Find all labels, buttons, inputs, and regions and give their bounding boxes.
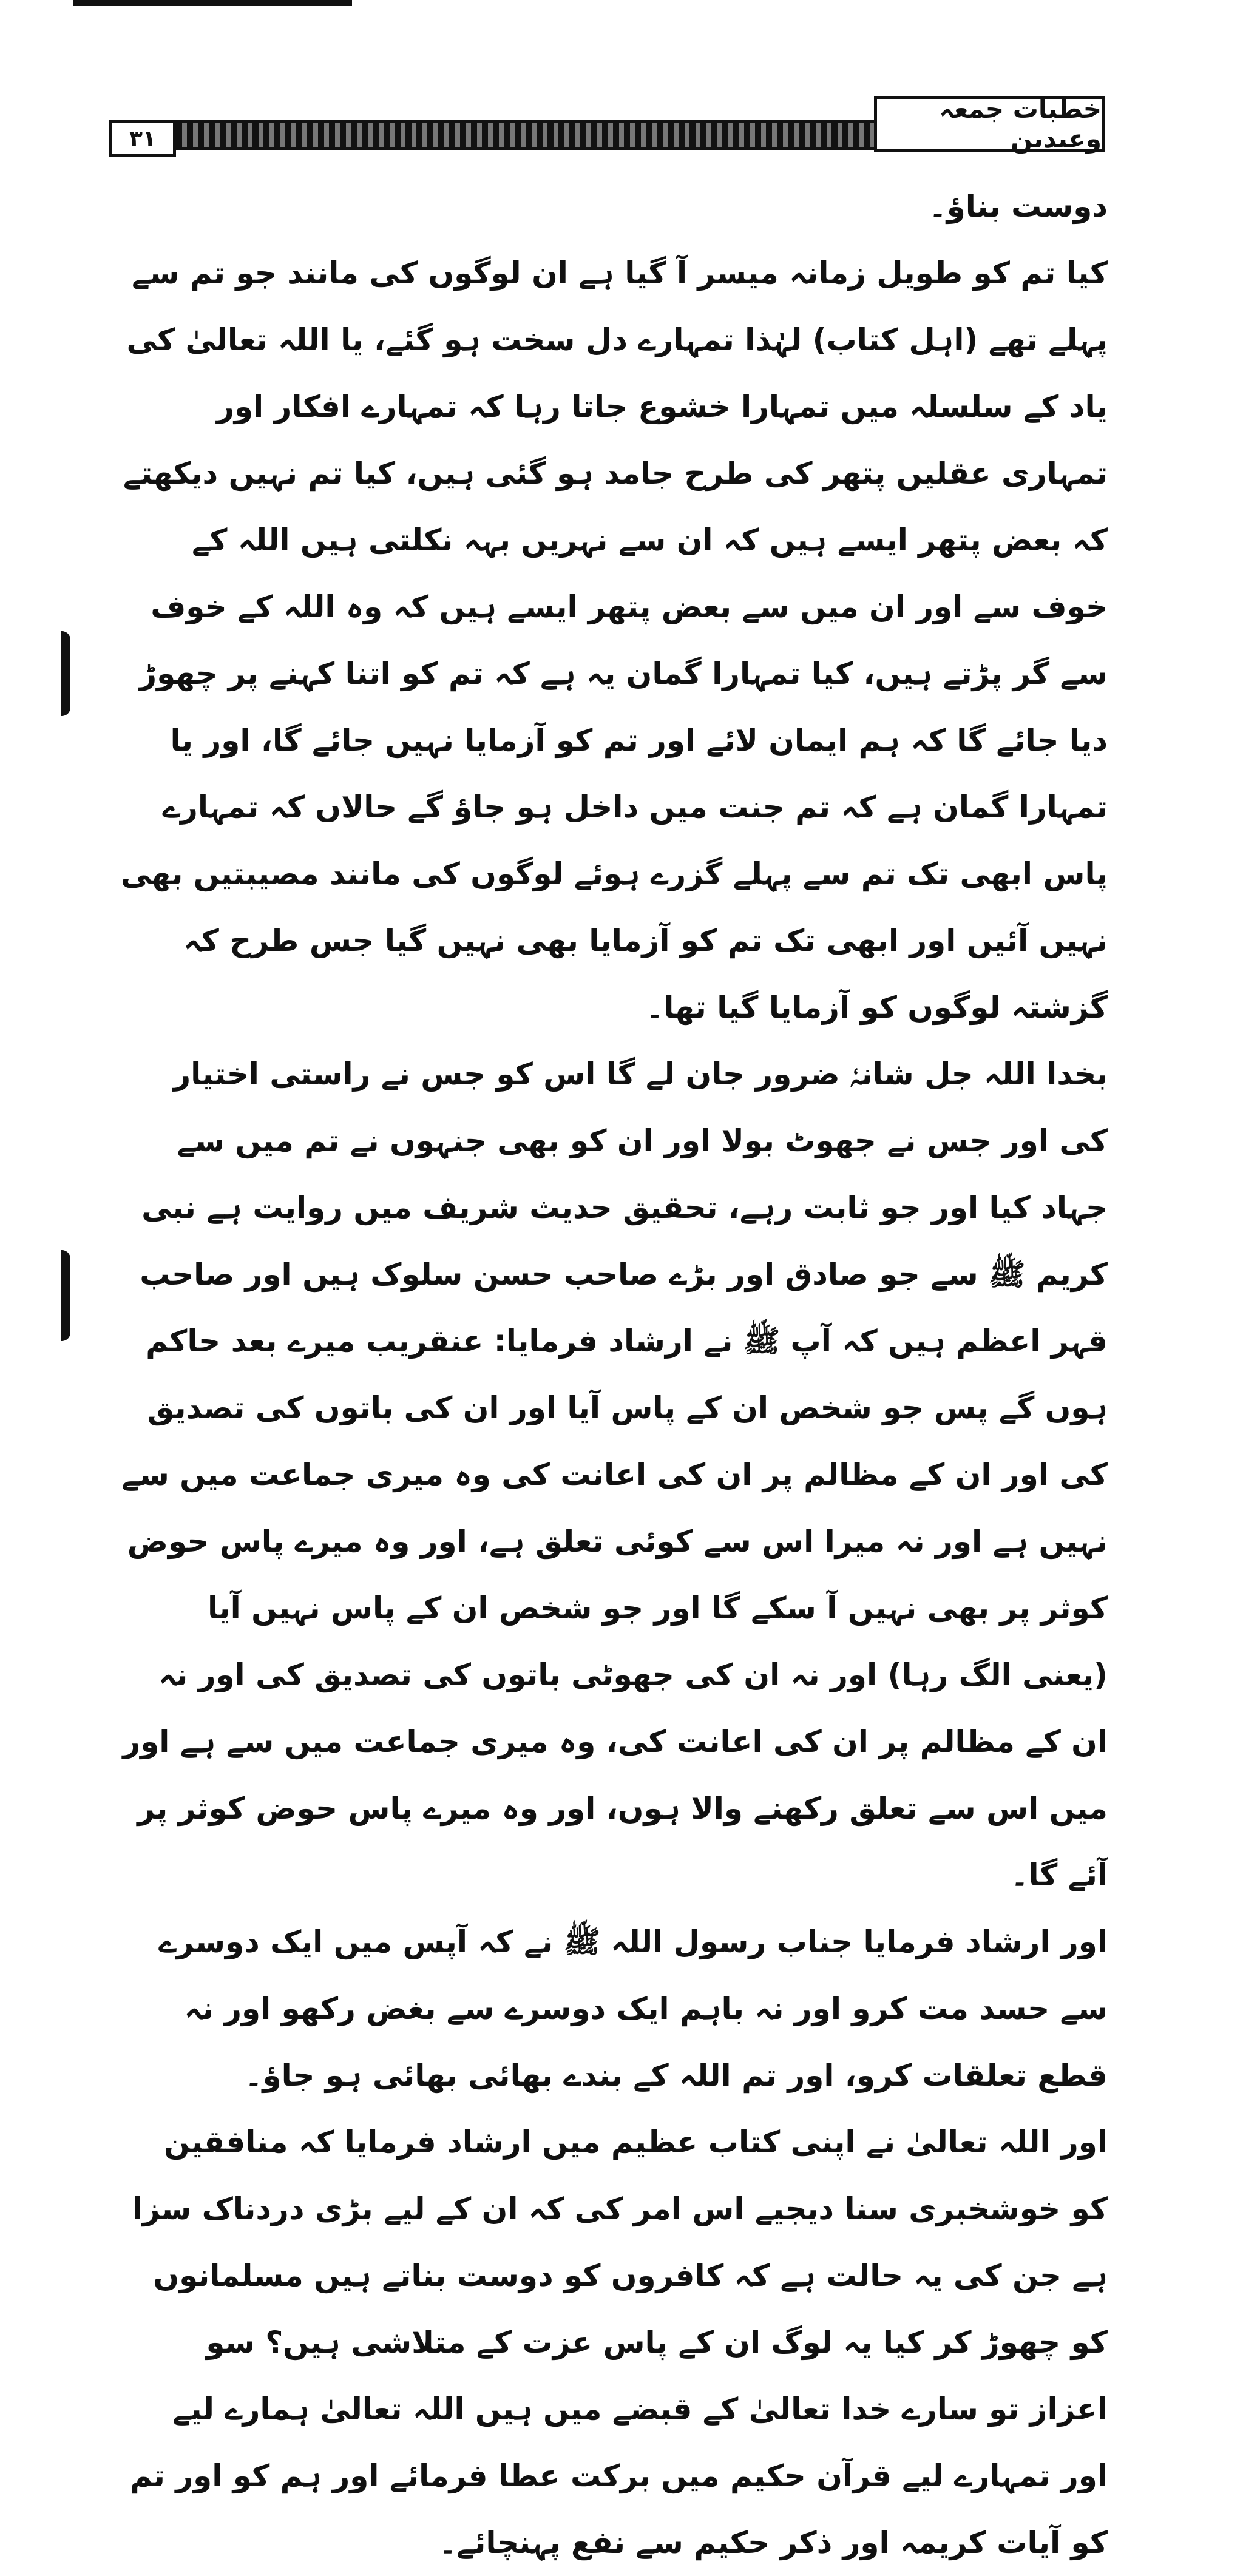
paragraph: کیا تم کو طویل زمانہ میسر آ گیا ہے ان لوگوں کی مانند جو تم سے پہلے تھے (اہل کتاب) لہٰذا تمہارے دل سخت ہو گئے، یا اللہ تعالیٰ کی یاد کے سلسلہ میں تمہارا خشوع جاتا رہا کہ تمہارے افکار اور تمہاری عقلیں پتھر کی طرح جامد ہو گئی ہیں، کیا تم نہیں دیکھتے کہ بعض پتھر ایسے ہیں کہ ان سے نہریں بہہ نکلتی ہیں اللہ کے خوف سے اور ان میں سے بعض پتھر ایسے ہیں کہ وہ اللہ کے خوف سے گر پڑتے ہیں، کیا تمہارا گمان یہ ہے کہ تم کو اتنا کہنے پر چھوڑ دیا جائے گا کہ ہم ایمان لائے اور تم کو آزمایا نہیں جائے گا، اور یا تمہارا گمان ہے کہ تم جنت میں داخل ہو جاؤ گے حالاں کہ تمہارے پاس ابھی تک تم سے پہلے گزرے ہوئے لوگوں کی مانند مصیبتیں بھی نہیں آئیں اور ابھی تک تم کو آزمایا بھی نہیں گیا جس طرح کہ گزشتہ لوگوں کو آزمایا گیا تھا۔ bbox=[120, 255, 1108, 1025]
page-header bbox=[109, 85, 1105, 164]
paragraph: بخدا اللہ جل شانہٗ ضرور جان لے گا اس کو جس نے راستی اختیار کی اور جس نے جھوٹ بولا اور ان کو بھی جنہوں نے تم میں سے جہاد کیا اور جو ثابت رہے، تحقیق حدیث شریف میں روایت ہے نبی کریم ﷺ سے جو صادق اور بڑے صاحب حسن سلوک ہیں اور صاحب قہر اعظم ہیں کہ آپ ﷺ نے ارشاد فرمایا: عنقریب میرے بعد حاکم ہوں گے پس جو شخص ان کے پاس آیا اور ان کی باتوں کی تصدیق کی اور ان کے مظالم پر ان کی اعانت کی وہ میری جماعت میں سے نہیں ہے اور نہ میرا اس سے کوئی تعلق ہے، اور وہ میرے پاس حوض کوثر پر بھی نہیں آ سکے گا اور جو شخص ان کے پاس نہیں آیا (یعنی الگ رہا) اور نہ ان کی جھوٹی باتوں کی تصدیق کی اور نہ ان کے مظالم پر ان کی اعانت کی، وہ میری جماعت میں سے ہے اور میں اس سے تعلق رکھنے والا ہوں، اور وہ میرے پاس حوض کوثر پر آئے گا۔ bbox=[121, 1056, 1108, 1893]
top-rule bbox=[73, 0, 352, 6]
page-number: ۳۱ bbox=[109, 120, 176, 157]
paragraph: اور ارشاد فرمایا جناب رسول اللہ ﷺ نے کہ آپس میں ایک دوسرے سے حسد مت کرو اور نہ باہم ایک دوسرے سے بغض رکھو اور نہ قطع تعلقات کرو، اور تم اللہ کے بندے بھائی بھائی ہو جاؤ۔ bbox=[158, 1924, 1108, 2093]
page-body bbox=[118, 173, 1108, 2576]
header-decorative-band bbox=[165, 120, 880, 150]
margin-mark bbox=[61, 1250, 70, 1341]
margin-mark bbox=[61, 631, 70, 716]
running-title: خطبات جمعہ وعیدین bbox=[874, 96, 1105, 152]
paragraph: اور اللہ تعالیٰ نے اپنی کتاب عظیم میں ارشاد فرمایا کہ منافقین کو خوشخبری سنا دیجیے اس امر کی کہ ان کے لیے بڑی دردناک سزا ہے جن کی یہ حالت ہے کہ کافروں کو دوست بناتے ہیں مسلمانوں کو چھوڑ کر کیا یہ لوگ ان کے پاس عزت کے متلاشی ہیں؟ سو اعزاز تو سارے خدا تعالیٰ کے قبضے میں ہیں اللہ تعالیٰ ہمارے لیے اور تمہارے لیے قرآن حکیم میں برکت عطا فرمائے اور ہم کو اور تم کو آیات کریمہ اور ذکر حکیم سے نفع پہنچائے۔ bbox=[129, 2125, 1108, 2560]
paragraph-opening-fragment: دوست بناؤ۔ bbox=[929, 189, 1108, 224]
